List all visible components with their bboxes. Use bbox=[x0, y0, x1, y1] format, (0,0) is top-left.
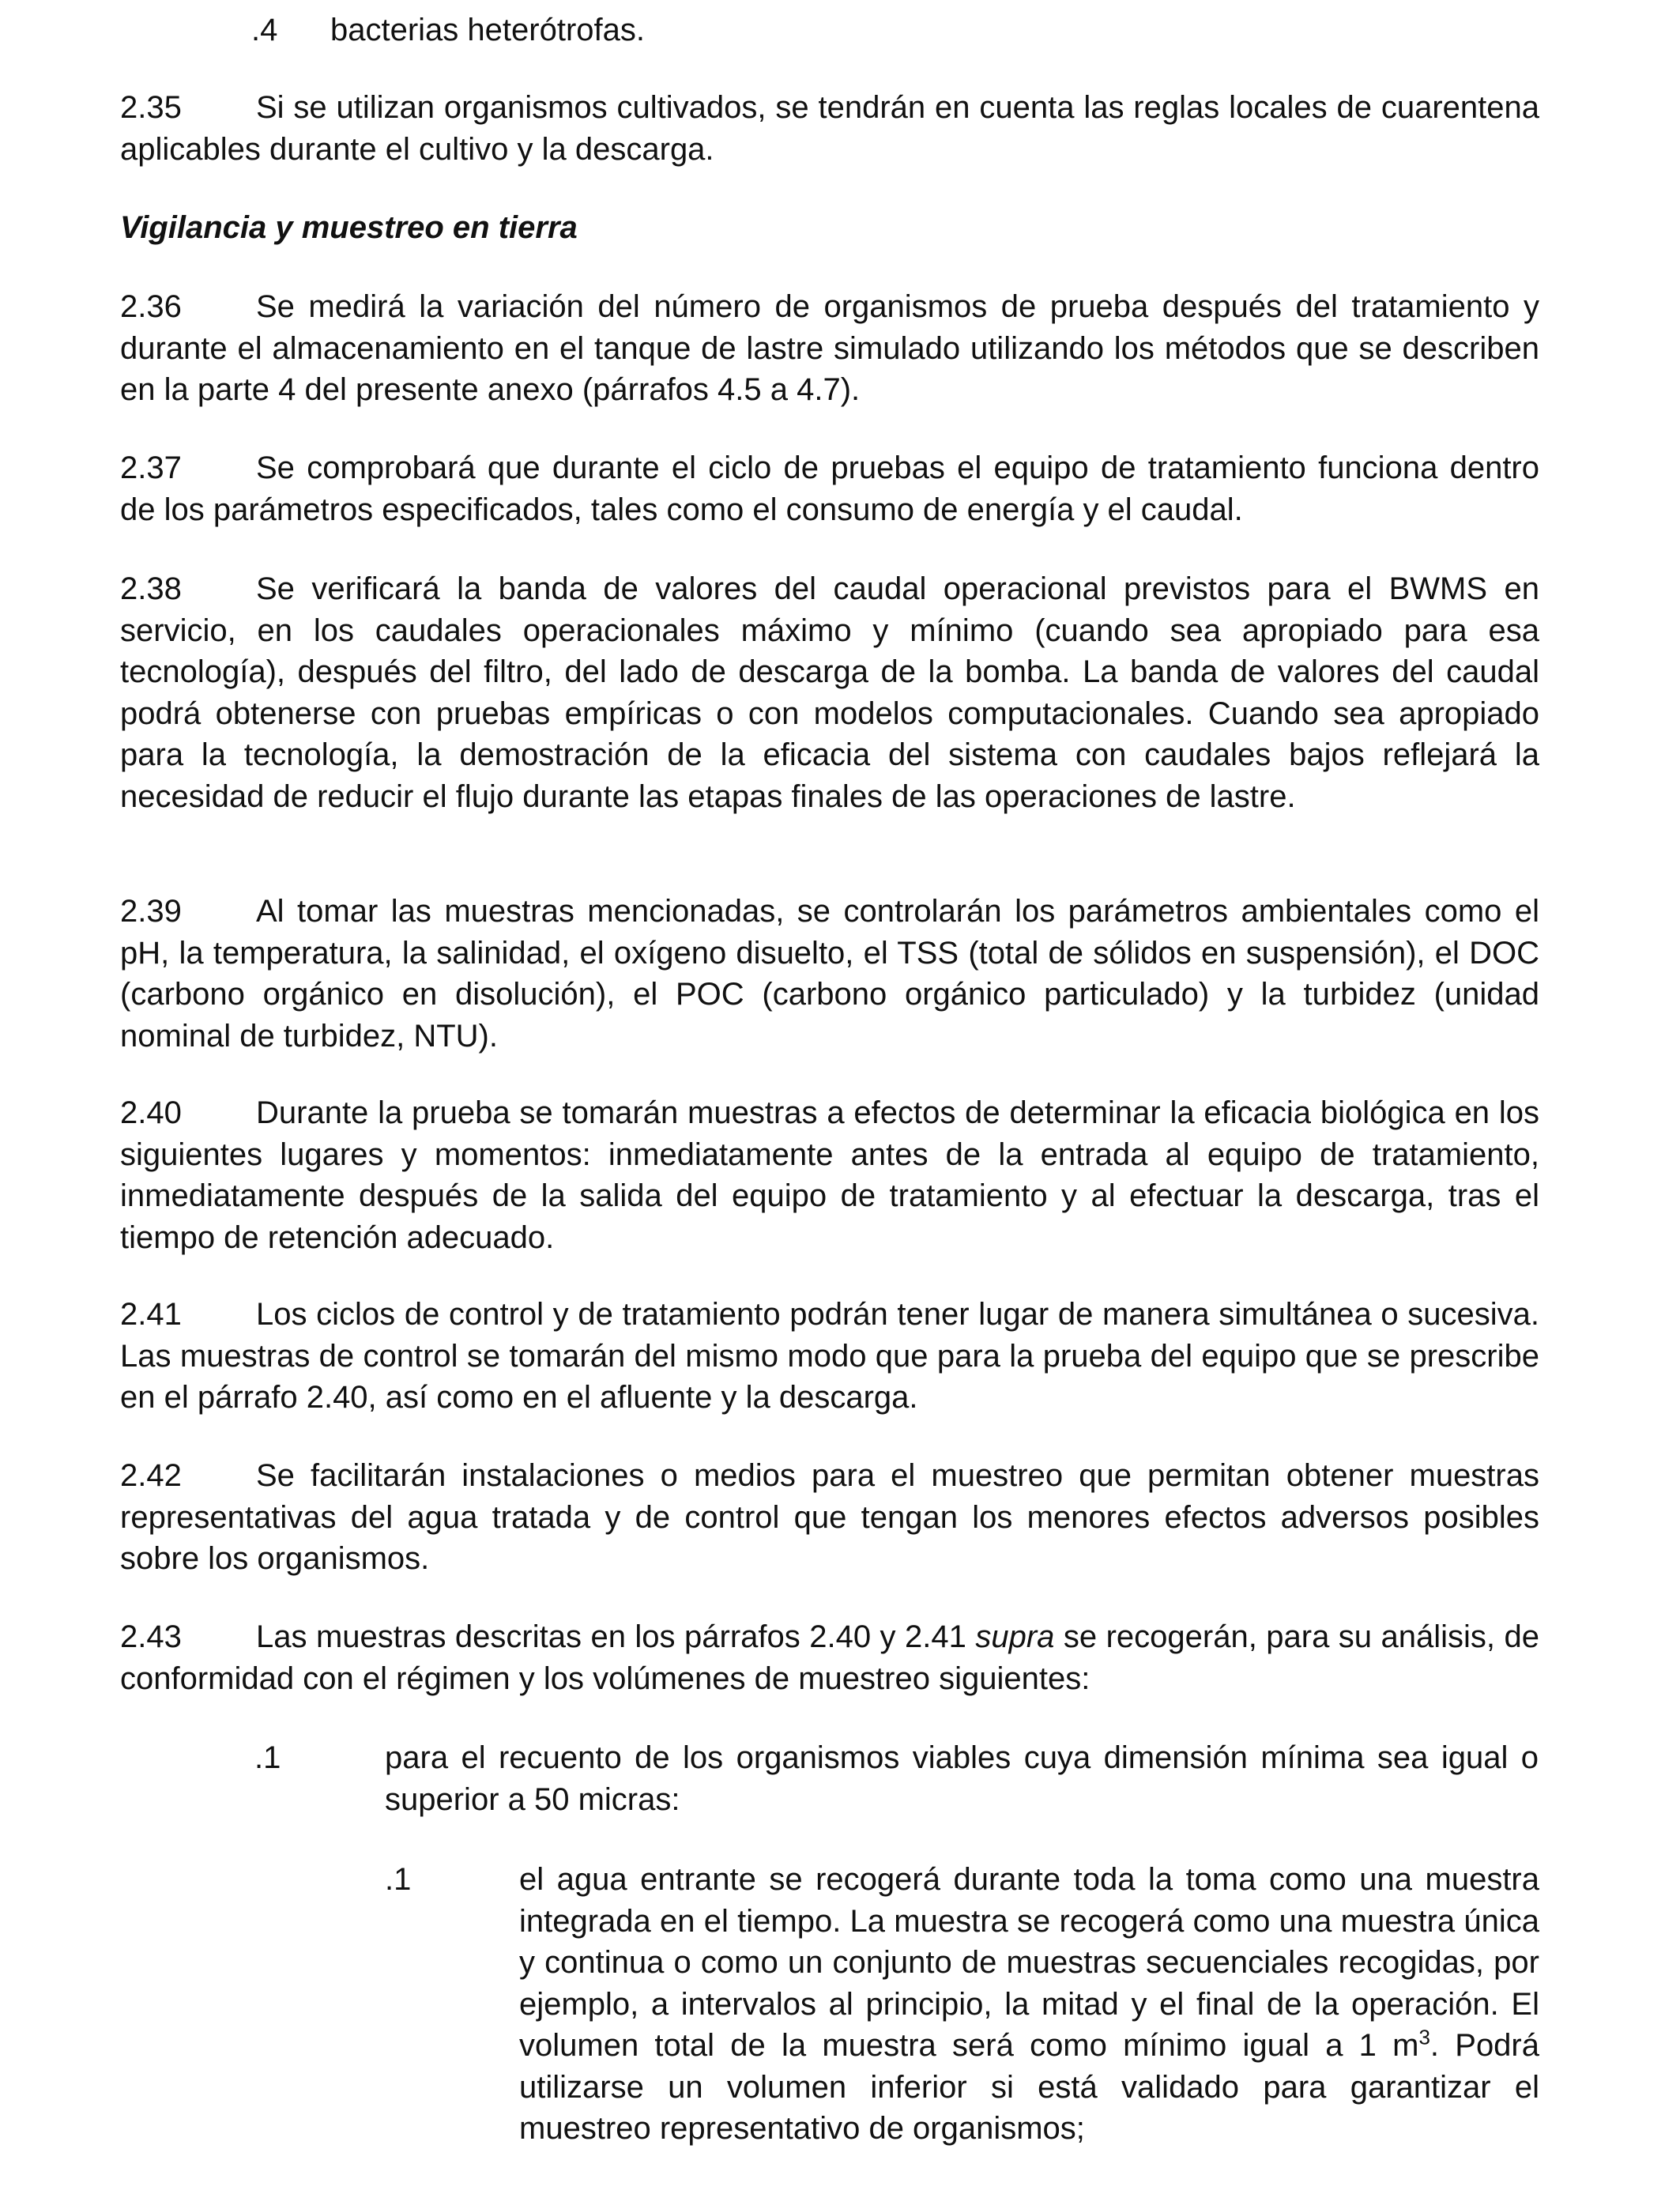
list-item-text: bacterias heterótrofas. bbox=[330, 13, 645, 47]
list-item-number: .1 bbox=[385, 1862, 412, 1897]
list-item-text-start: el agua entrante se recogerá durante toda la toma como una muestra integrada en el tiempo. La muestra se recogerá como una muestra única y continua o como un conjunto de muestras secuenciales recogidas, por ejemplo, a intervalos al principio, la mitad y el final de la operación. El volumen total de la muestra será como mínimo igual a 1 m bbox=[519, 1862, 1539, 2063]
paragraph-text: Al tomar las muestras mencionadas, se controlarán los parámetros ambientales como el pH, la temperatura, la salinidad, el oxígeno disuelto, el TSS (total de sólidos en suspensión), el DOC (carbono orgánico en disolución), el POC (carbono orgánico particulado) y la turbidez (unidad nominal de turbidez, NTU). bbox=[120, 894, 1539, 1054]
paragraph-2-42 bbox=[120, 1455, 1539, 1580]
list-item-number: .1 bbox=[254, 1740, 281, 1775]
paragraph-text: Se facilitarán instalaciones o medios para el muestreo que permitan obtener muestras representativas del agua tratada y de control que tengan los menores efectos adversos posibles sobre los organismos. bbox=[120, 1458, 1539, 1576]
list-item-1-1 bbox=[0, 1859, 1680, 2191]
paragraph-number: 2.43 bbox=[120, 1619, 182, 1654]
paragraph-2-39 bbox=[120, 891, 1539, 1057]
paragraph-text: Durante la prueba se tomarán muestras a efectos de determinar la eficacia biológica en los siguientes lugares y momentos: inmediatamente antes de la entrada al equipo de tratamiento, inmediatamente después de la salida del equipo de tratamiento y al efectuar la descarga, tras el tiempo de retención adecuado. bbox=[120, 1095, 1539, 1255]
list-item-text: para el recuento de los organismos viables cuya dimensión mínima sea igual o superior a 50 micras: bbox=[385, 1740, 1539, 1817]
paragraph-2-35 bbox=[120, 87, 1539, 170]
paragraph-number: 2.38 bbox=[120, 571, 182, 606]
paragraph-number: 2.42 bbox=[120, 1458, 182, 1493]
paragraph-2-40 bbox=[120, 1092, 1539, 1258]
paragraph-text: Se comprobará que durante el ciclo de pruebas el equipo de tratamiento funciona dentro de los parámetros especificados, tales como el consumo de energía y el caudal. bbox=[120, 450, 1539, 527]
paragraph-number: 2.36 bbox=[120, 289, 182, 324]
paragraph-number: 2.39 bbox=[120, 894, 182, 929]
superscript: 3 bbox=[1418, 2025, 1430, 2049]
paragraph-text-italic: supra bbox=[975, 1619, 1055, 1654]
list-item-text-end: . Podrá utilizarse un volumen inferior si está validado para garantizar el muestreo representativo de organismos; bbox=[519, 2028, 1539, 2146]
section-heading: Vigilancia y muestreo en tierra bbox=[120, 210, 578, 245]
paragraph-text: Se verificará la banda de valores del caudal operacional previstos para el BWMS en servicio, en los caudales operacionales máximo y mínimo (cuando sea apropiado para esa tecnología), después del filtro, del lado de descarga de la bomba. La banda de valores del caudal podrá obtenerse con pruebas empíricas o con modelos computacionales. Cuando sea apropiado para la tecnología, la demostración de la eficacia del sistema con caudales bajos reflejará la necesidad de reducir el flujo durante las etapas finales de las operaciones de lastre. bbox=[120, 571, 1539, 814]
paragraph-text-end: se recogerán, para su análisis, de conformidad con el régimen y los volúmenes de muestreo siguientes: bbox=[120, 1619, 1539, 1696]
paragraph-2-43 bbox=[120, 1616, 1539, 1699]
paragraph-text-start: Las muestras descritas en los párrafos 2.40 y 2.41 bbox=[256, 1619, 976, 1654]
paragraph-2-41 bbox=[120, 1294, 1539, 1419]
list-item-number: .4 bbox=[251, 13, 278, 47]
paragraph-text: Si se utilizan organismos cultivados, se tendrán en cuenta las reglas locales de cuarentena aplicables durante el cultivo y la descarga. bbox=[120, 90, 1539, 167]
list-item-top bbox=[0, 9, 1680, 57]
paragraph-2-36 bbox=[120, 286, 1539, 411]
paragraph-text: Los ciclos de control y de tratamiento podrán tener lugar de manera simultánea o sucesiva. Las muestras de control se tomarán del mismo modo que para la prueba del equipo que se prescribe en el párrafo 2.40, así como en el afluente y la descarga. bbox=[120, 1297, 1539, 1415]
paragraph-number: 2.40 bbox=[120, 1095, 182, 1130]
list-item-text bbox=[519, 1859, 1539, 2150]
paragraph-text: Se medirá la variación del número de organismos de prueba después del tratamiento y durante el almacenamiento en el tanque de lastre simulado utilizando los métodos que se describen en la parte 4 del presente anexo (párrafos 4.5 a 4.7). bbox=[120, 289, 1539, 407]
list-item-1 bbox=[0, 1737, 1680, 1824]
paragraph-number: 2.41 bbox=[120, 1297, 182, 1332]
paragraph-number: 2.35 bbox=[120, 90, 182, 125]
paragraph-2-37 bbox=[120, 447, 1539, 530]
paragraph-2-38 bbox=[120, 568, 1539, 817]
paragraph-number: 2.37 bbox=[120, 450, 182, 485]
